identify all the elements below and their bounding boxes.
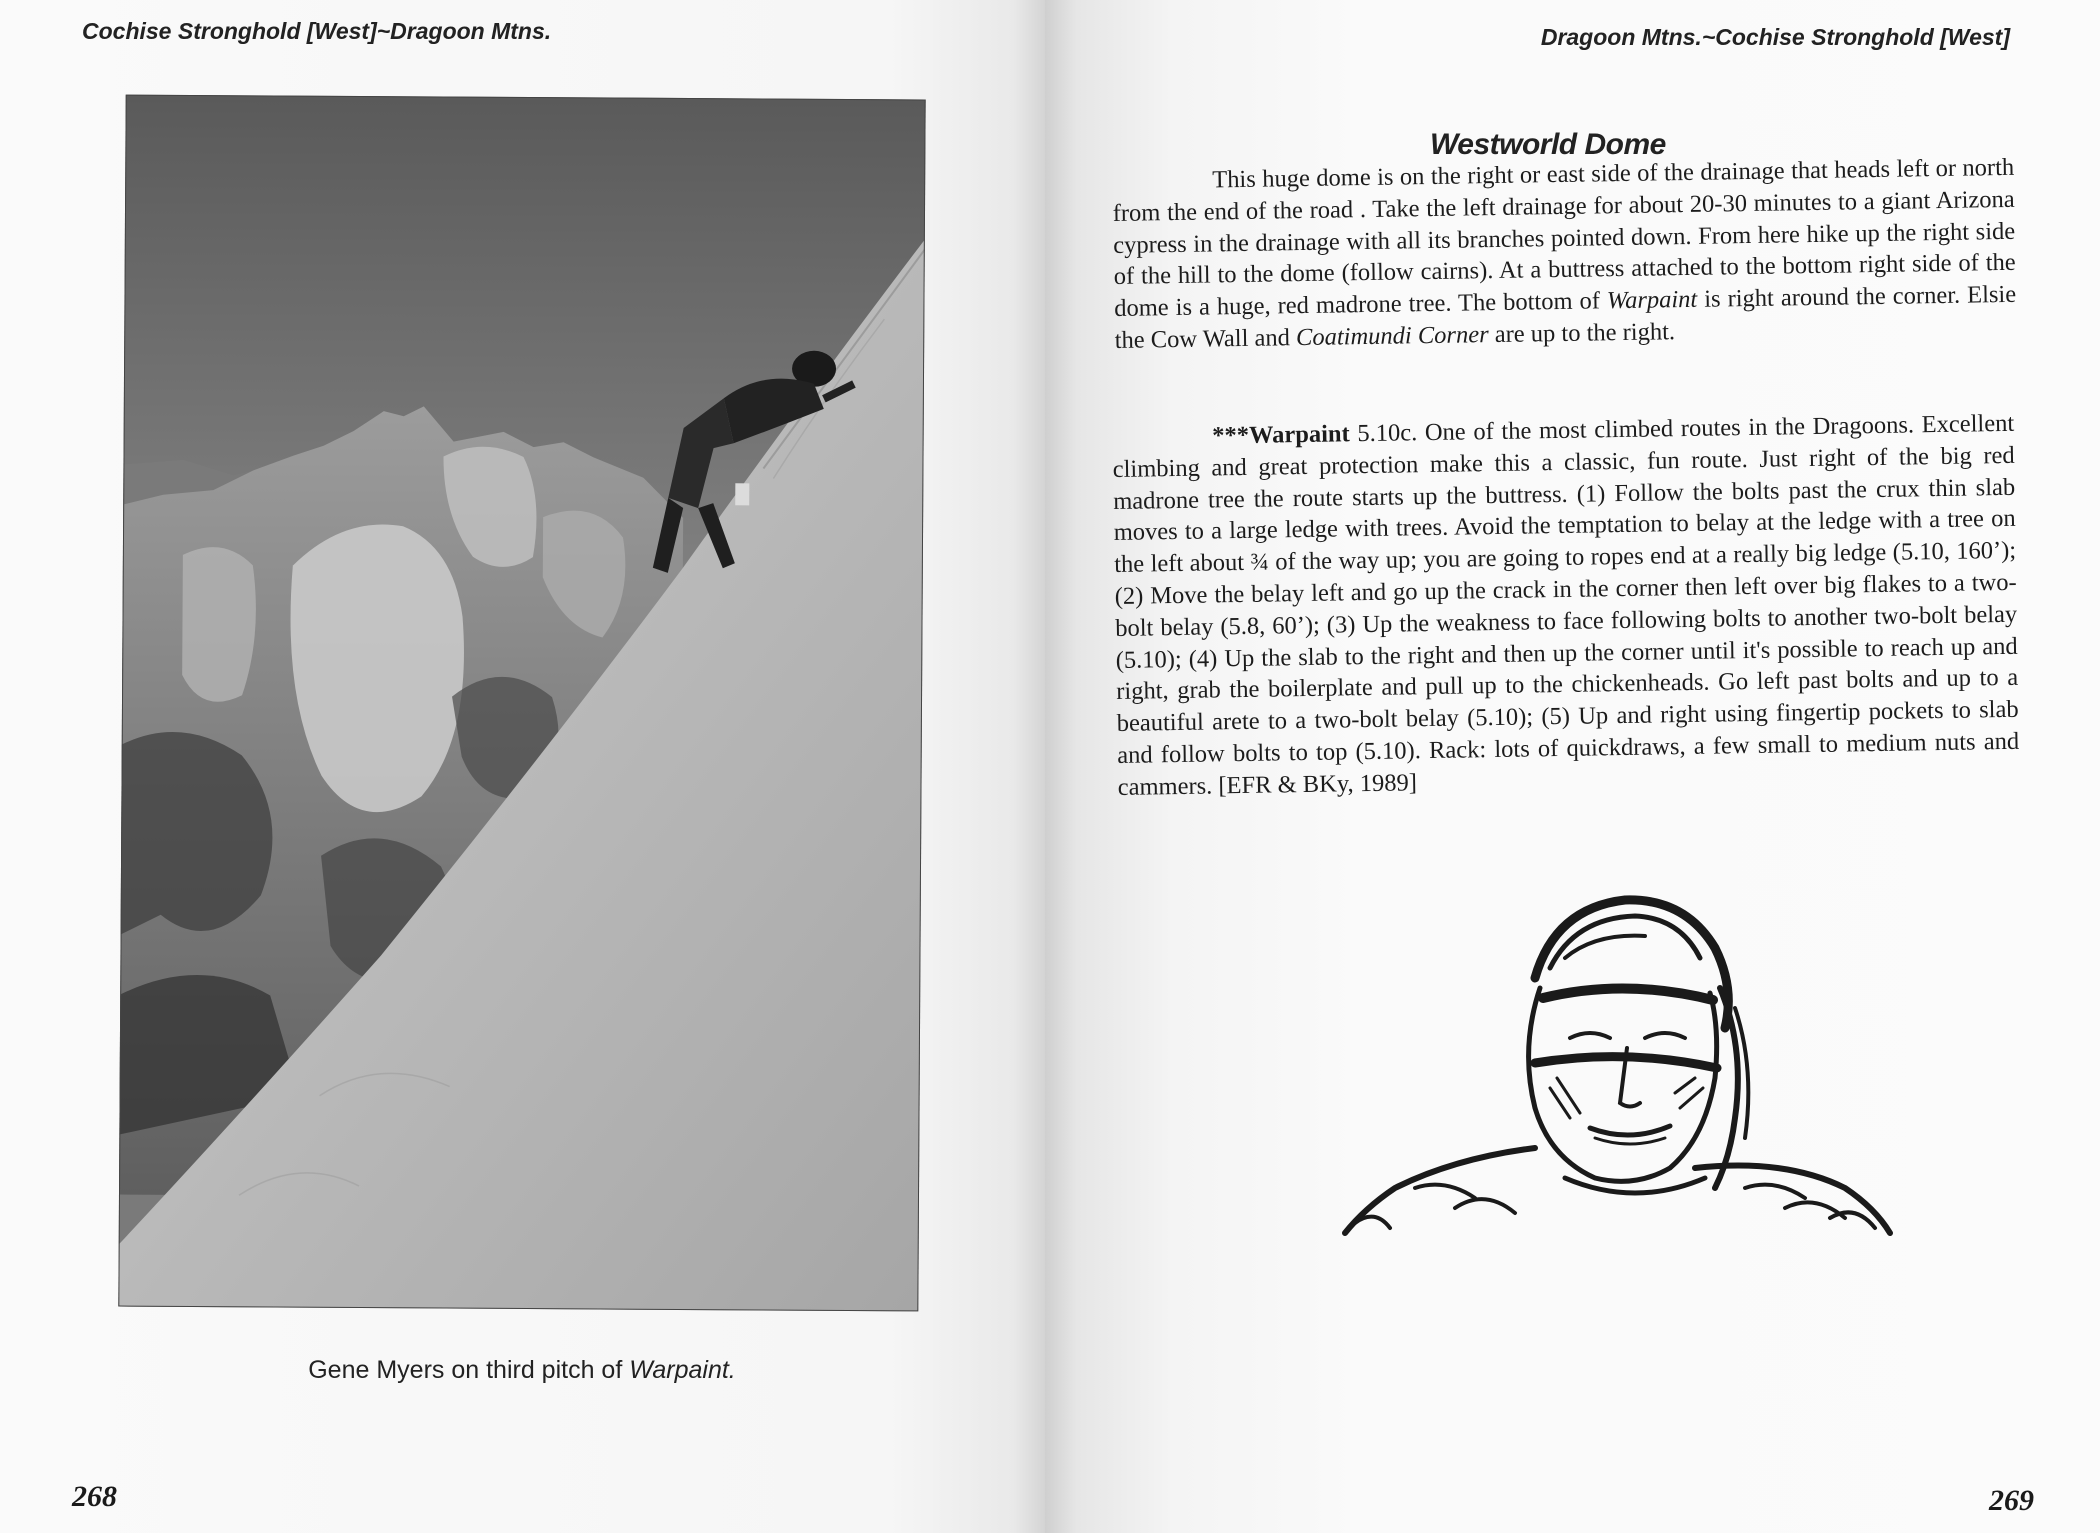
photo-caption [122,1356,922,1385]
route-description-text: 5.10c. One of the most climbed routes in the Dragoons. Excellent climbing and great protection make this a classic, fun route. Just right of the big red madrone tree the route starts up the buttress. (1) Follow the bolts past the crux thin slab moves to a large ledge with trees. Avoid the temptation to belay at the ledge with a tree on the left about ¾ of the way up; you are going to ropes end at a really big ledge (5.10, 160’); (2) Move the belay left and go up the crack in the corner then left over big flakes to a two-bolt belay (5.8, 60’); (3) Up the weakness to face following bolts to another two-bolt belay (5.10); (4) Up the slab to the right and then up the corner until it's possible to reach up and right, grab the boilerplate and pull up to the chickenheads. Go left past bolts and up to a beautiful arete to a two-bolt belay (5.10); (5) Up and right using fingertip pockets to slab and follow bolts to top (5.10). Rack: lots of quickdraws, a few small to medium nuts and cammers. [EFR & BKy, 1989] [1112,409,2020,801]
approach-route-name: Warpaint [1606,286,1698,315]
section-title: Westworld Dome [1430,128,1666,161]
face-sketch-illustration [1335,888,1895,1238]
approach-wall-name: Coatimundi Corner [1295,321,1489,352]
paragraph-indent [1112,187,1212,189]
photo-graphic [118,95,925,1312]
route-name: Warpaint [1248,420,1350,449]
approach-text-c: are up to the right. [1488,318,1676,349]
route-description-paragraph [1112,408,2020,804]
left-page [0,0,1045,1533]
route-star-rating: *** [1212,421,1250,450]
paragraph-indent [1112,443,1212,445]
caption-route-name: Warpaint. [629,1356,736,1384]
running-head-right: Dragoon Mtns.~Cochise Stronghold [West] [1540,24,2010,50]
approach-text-a: This huge dome is on the right or east side of the drainage that heads left or north from the end of the road . Take the left drainage for about 20-30 minutes to a giant Arizona cypress in the drainage with all its branches pointed down. From here hike up the right side of the hill to the dome (follow cairns). At a buttress attached to the bottom right side of the dome is a huge, red madrone tree. The bottom of [1112,153,2016,323]
approach-paragraph [1112,152,2017,357]
running-head-left: Cochise Stronghold [West]~Dragoon Mtns. [82,18,552,44]
page-number-left: 268 [72,1480,117,1513]
page-number-right: 269 [1989,1484,2034,1517]
caption-text: Gene Myers on third pitch of [308,1356,630,1384]
climber-on-slab-photo [118,95,925,1312]
approach-text-b: is right around the corner. Elsie the Cow Wall and [1114,281,2017,354]
sketch-graphic [1335,888,1895,1238]
